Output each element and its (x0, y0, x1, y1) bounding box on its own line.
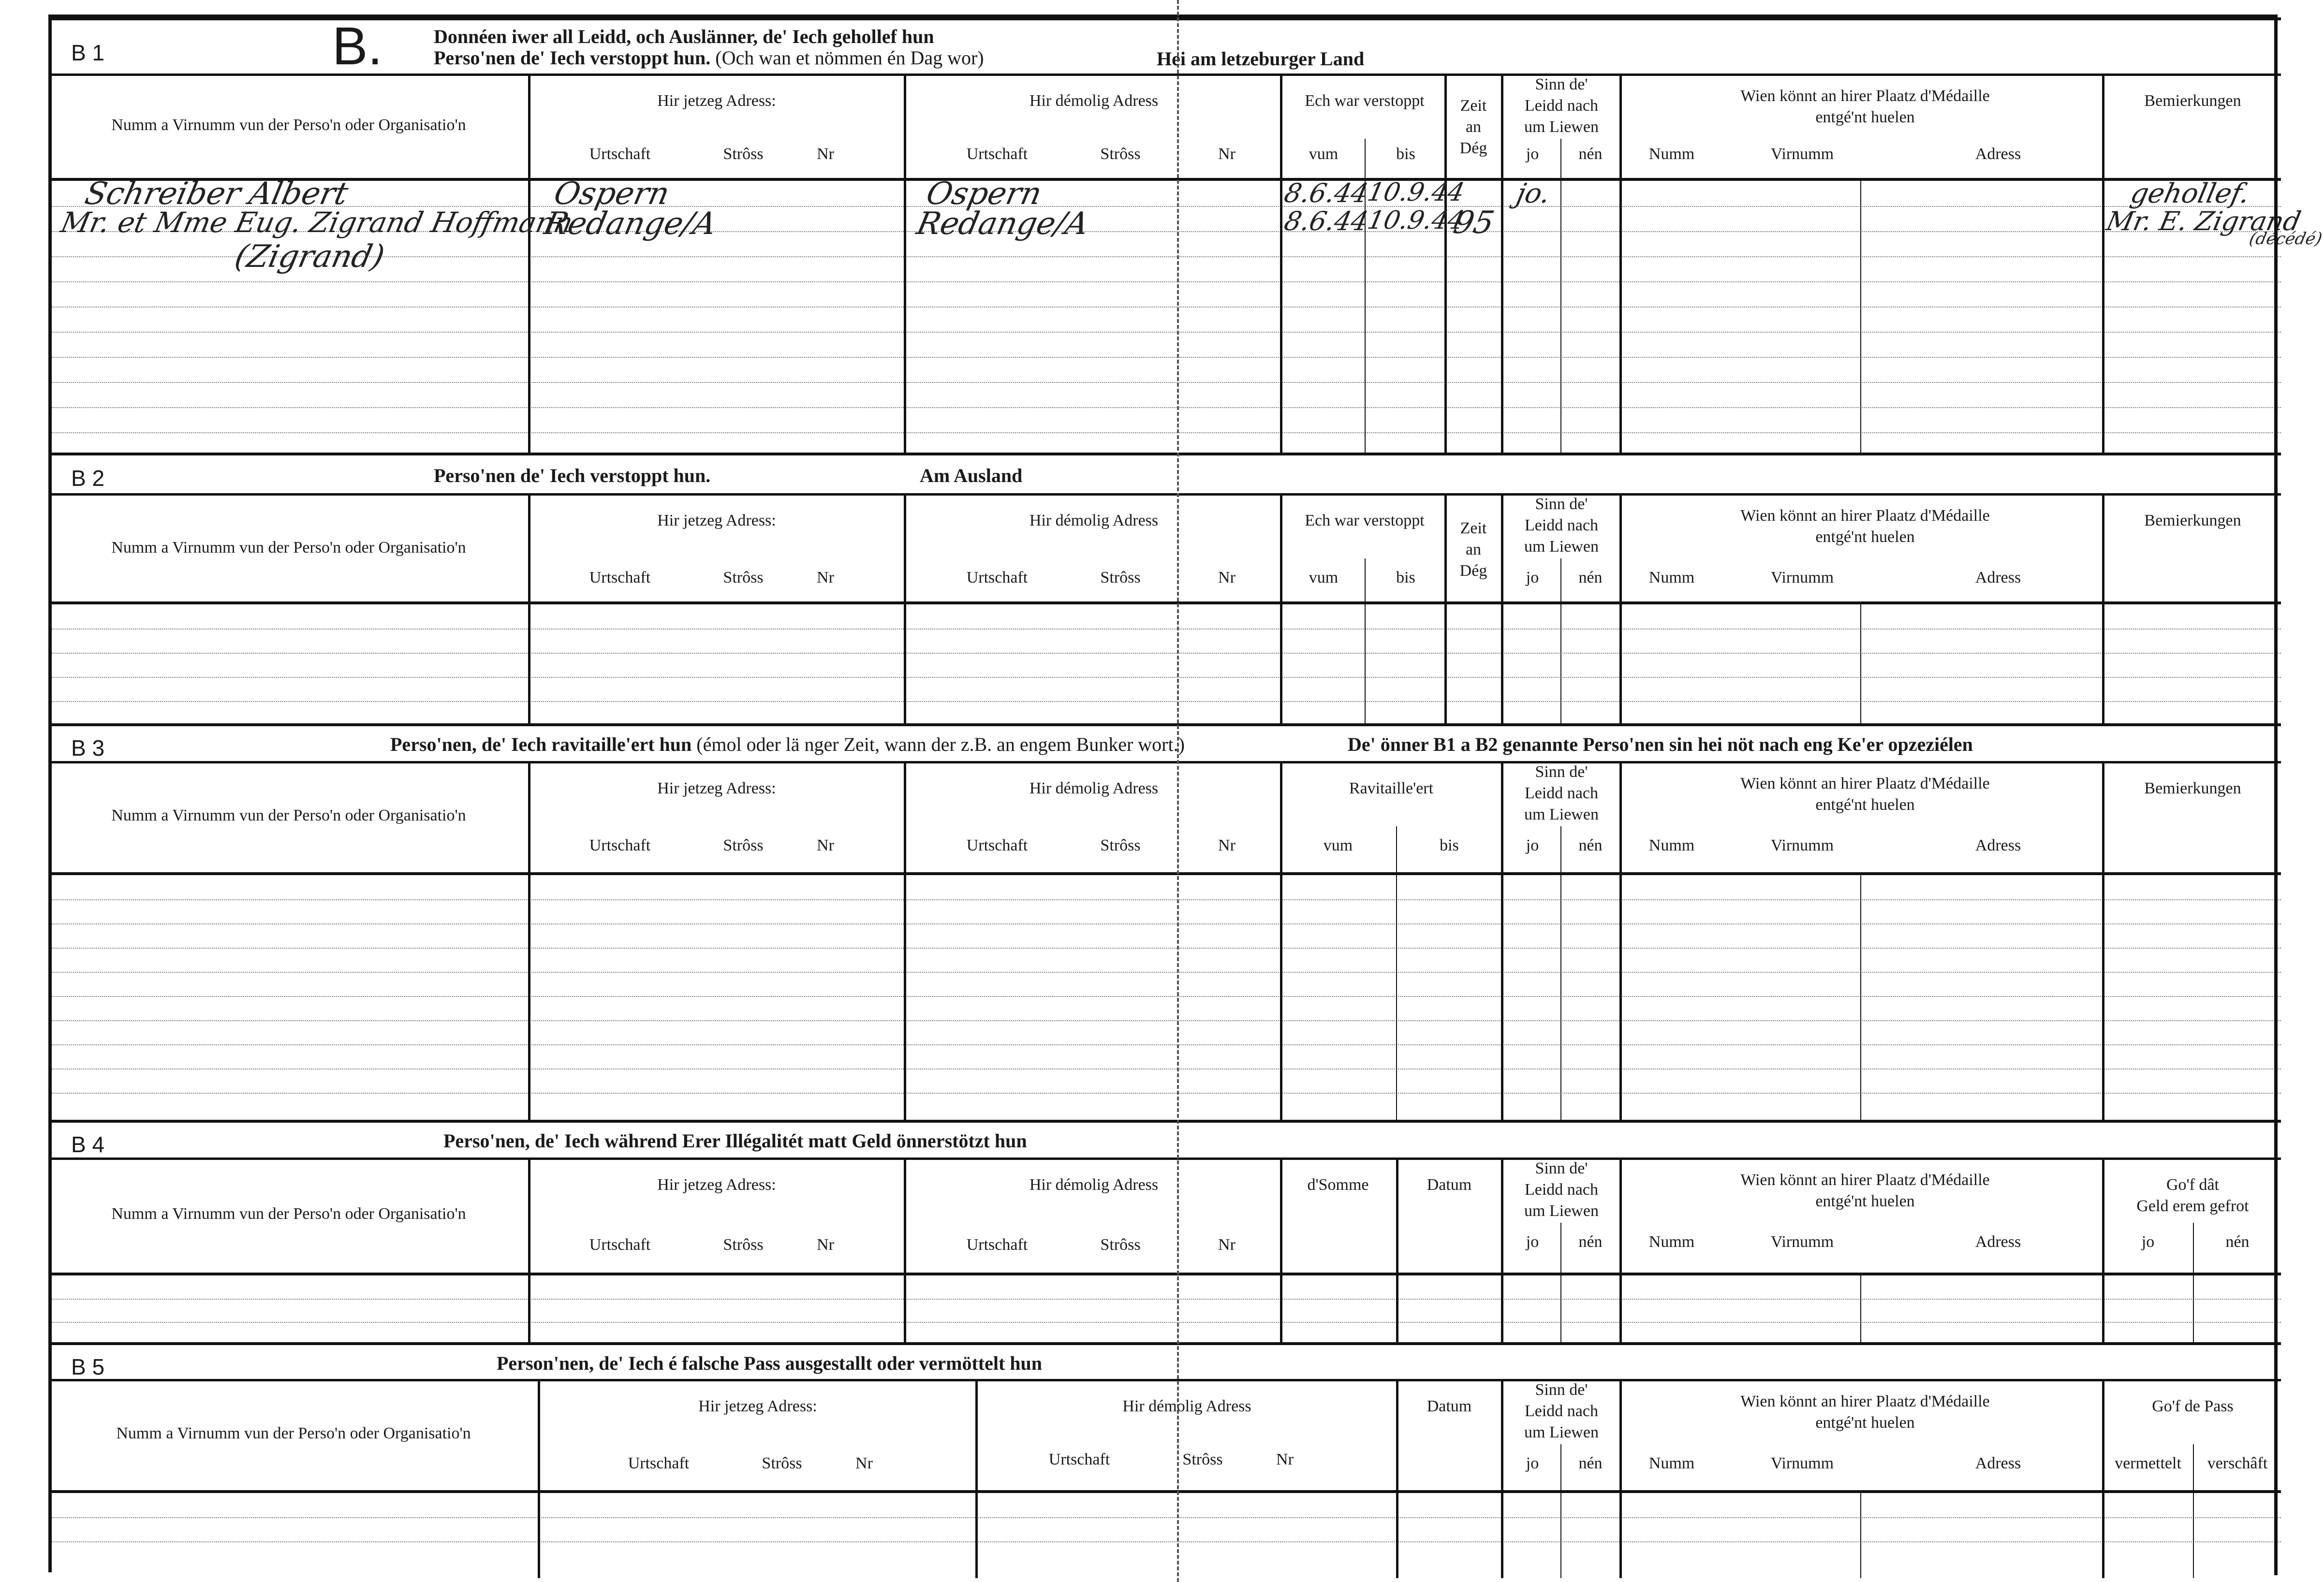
entry-former-place: Redange/A (913, 206, 1092, 242)
section-b3 (52, 723, 2281, 1120)
entry-days: 95 (1450, 205, 1498, 241)
entry-name: Schreiber Albert (82, 176, 352, 212)
table-body-b1 (52, 176, 2324, 455)
table-body-b5 (52, 1493, 2281, 1578)
column-header: Numm a Virnumm vun der Perso'n oder Organisatio'n Hir jetzeg Adress: Urtschaft Strôss Nr Hir démolig Adress Urtschaft Strôss Nr Ech war verstoppt vum bis Zeit an Dég Sinn de' Leidd nach um Liewen jo nén Wien könnt an hirer Plaatz d'Médaille entgé'nt huelen Numm Virnumm Adress Bemierkungen (52, 73, 2281, 181)
section-b1 (52, 16, 2324, 453)
entry-from: 8.6.44 (1281, 206, 1371, 236)
entry-remarks: Mr. E. Zigrand (2103, 206, 2304, 236)
section-title: Perso'nen, de' Iech während Erer Illégalitét matt Geld önnerstötzt hun (443, 1130, 1027, 1152)
section-code: B 5 (71, 1354, 105, 1379)
form-page (48, 15, 2324, 1572)
section-title: Perso'nen de' Iech verstoppt hun. (434, 465, 711, 486)
entry-remarks: gehollef. (2128, 178, 2253, 209)
section-subtitle: De' önner B1 a B2 genannte Perso'nen sin hei nöt nach eng Ke'er opzeziélen (1348, 733, 1973, 755)
column-header: Numm a Virnumm vun der Perso'n oder Organisatio'n Hir jetzeg Adress: Urtschaft Strôss Nr Hir démolig Adress Urtschaft Strôss Nr Ech war verstoppt vum bis Zeit an Dég Sinn de' Leidd nach um Liewen jo nén Wien könnt an hirer Plaatz d'Médaille entgé'nt huelen Numm Virnumm Adress Bemierkungen (52, 493, 2281, 604)
section-code: B 4 (71, 1132, 105, 1157)
section-b5 (52, 1342, 2281, 1575)
section-code: B 2 (71, 466, 105, 491)
fold-line (1177, 0, 1179, 1582)
entry-name: Mr. et Mme Eug. Zigrand Hoffmann (58, 206, 576, 239)
entry-current-place: Redange/A (541, 206, 720, 242)
section-title: Person'nen, de' Iech é falsche Pass ausgestallt oder vermöttelt hun (497, 1352, 1043, 1374)
entry-to: 10.9.44 (1365, 178, 1467, 207)
entry-yes: jo. (1514, 178, 1553, 209)
entry-current-place: Ospern (551, 176, 673, 212)
section-code: B 1 (71, 40, 105, 65)
column-header: Numm a Virnumm vun der Perso'n oder Organisatio'n Hir jetzeg Adress: Urtschaft Strôss Nr Hir démolig Adress Urtschaft Strôss Nr Ravitaille'ert vum bis Sinn de' Leidd nach um Liewen jo nén Wien könnt an hirer Plaatz d'Médaille entgé'nt huelen Numm Virnumm Adress Bemierkungen (52, 761, 2281, 875)
section-subtitle: Am Ausland (920, 465, 1023, 486)
section-code: B 3 (71, 735, 105, 761)
table-body-b4 (52, 1275, 2281, 1345)
form-letter: B. (332, 16, 382, 76)
section-b2 (52, 453, 2281, 723)
entry-to: 10.9.44 (1365, 206, 1467, 235)
section-title: Perso'nen, de' Iech ravitaille'ert hun (émol oder lä nger Zeit, wann der z.B. an engem Bunker wort.) (390, 733, 1185, 755)
column-header: Numm a Virnumm vun der Perso'n oder Organisatio'n Hir jetzeg Adress: Urtschaft Strôss Nr Hir démolig Adress Urtschaft Strôss Nr d'Somme Datum Sinn de' Leidd nach um Liewen jo nén Wien könnt an hirer Plaatz d'Médaille entgé'nt huelen Numm Virnumm Adress Go'f dât Geld erem gefrot jo nén (52, 1157, 2281, 1275)
table-body-b2 (52, 604, 2281, 726)
entry-name: (Zigrand) (232, 239, 388, 275)
entry-remarks: (décédé) (2247, 229, 2324, 249)
entry-from: 8.6.44 (1281, 178, 1371, 208)
entry-former-place: Ospern (923, 176, 1045, 212)
section-subtitle: Hei am letzeburger Land (1157, 48, 1365, 70)
section-title: Donnéen iwer all Leidd, och Auslänner, de' Iech gehollef hun Perso'nen de' Iech verstoppt hun. (Och wan et nömmen én Dag wor) (434, 26, 984, 69)
column-header: Numm a Virnumm vun der Perso'n oder Organisatio'n Hir jetzeg Adress: Urtschaft Strôss Nr Hir démolig Adress Urtschaft Strôss Nr Datum Sinn de' Leidd nach um Liewen jo nén Wien könnt an hirer Plaatz d'Médaille entgé'nt huelen Numm Virnumm Adress Go'f de Pass vermettelt verschâft (52, 1379, 2281, 1493)
right-border (2274, 17, 2278, 1575)
col-name: Numm a Virnumm vun der Perso'n oder Organisatio'n (111, 116, 466, 134)
table-body-b3 (52, 875, 2281, 1123)
section-b4 (52, 1120, 2281, 1342)
